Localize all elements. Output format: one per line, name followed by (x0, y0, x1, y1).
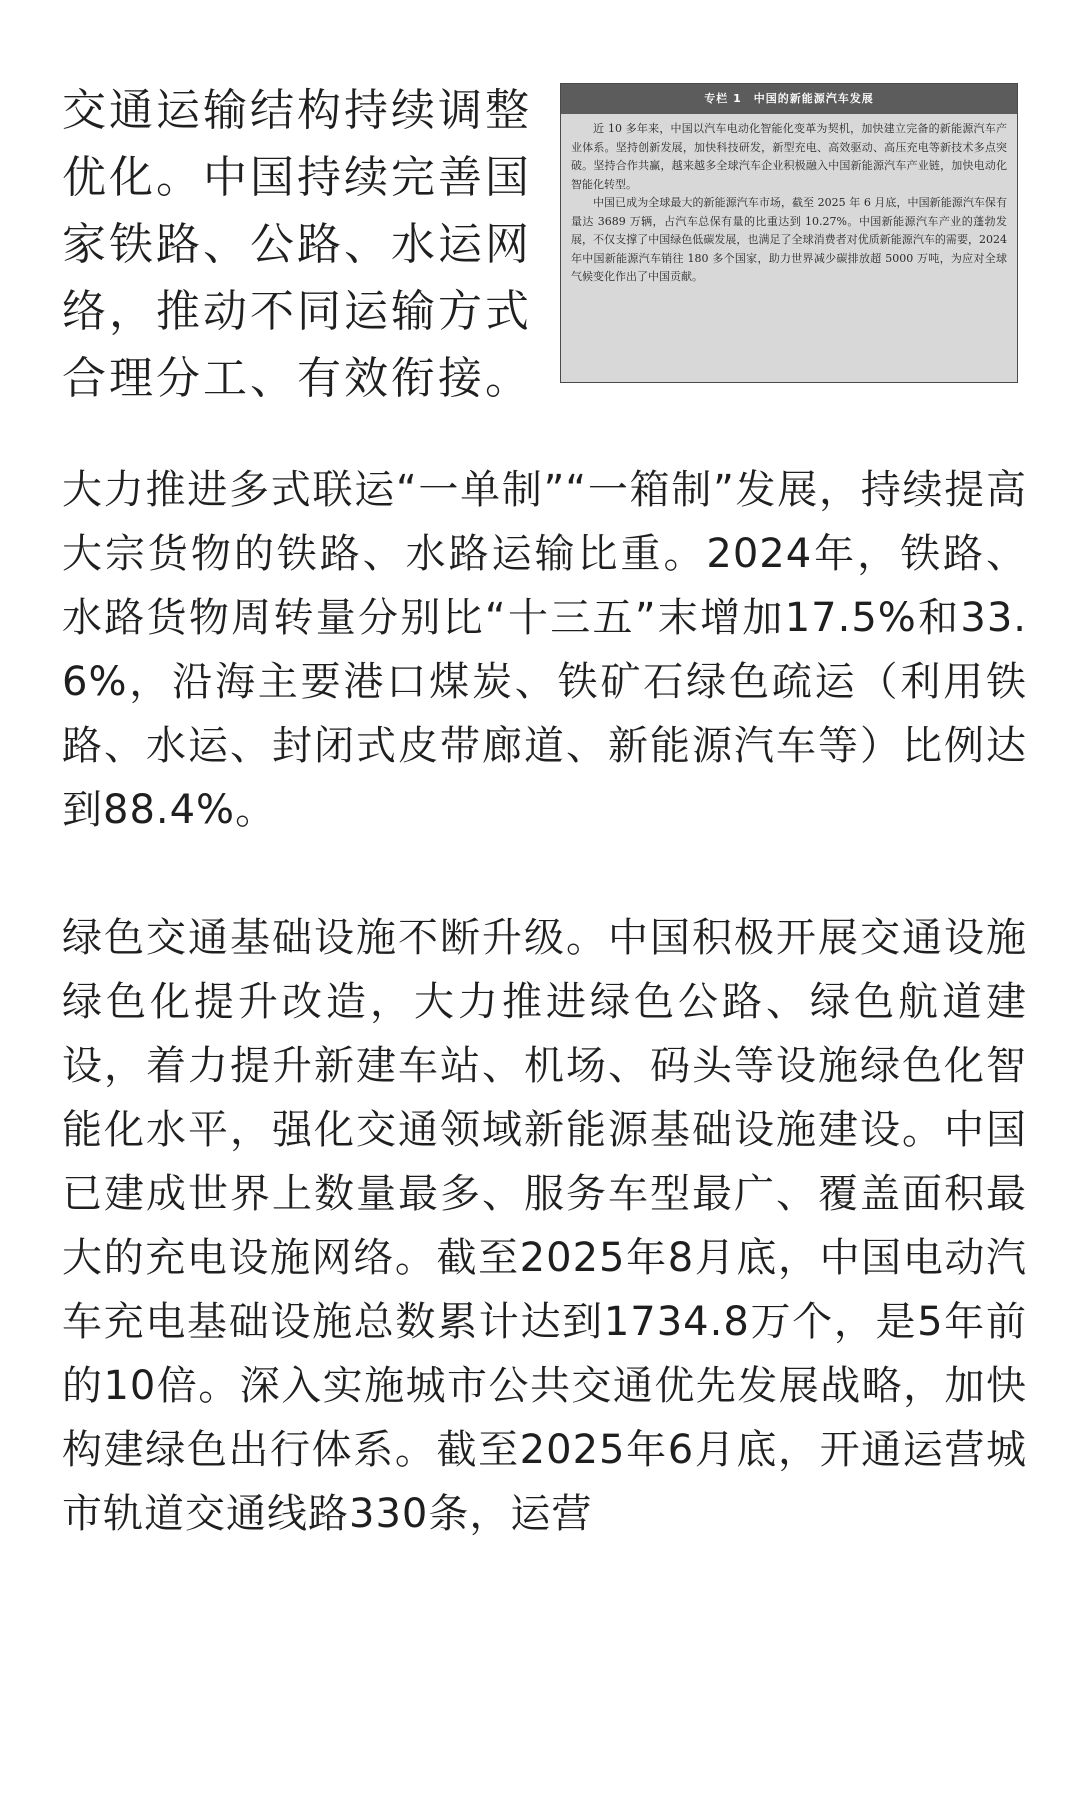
body-paragraph: 大力推进多式联运“一单制”“一箱制”发展，持续提高大宗货物的铁路、水路运输比重。2024年，铁路、水路货物周转量分别比“十三五”末增加17.5%和33.6%，沿海主要港口煤炭、铁矿石绿色疏运（利用铁路、水运、封闭式皮带廊道、新能源汽车等）比例达到88.4%。 (62, 467, 1027, 833)
sidebar-box (560, 83, 1018, 383)
sidebar-paragraph: 中国已成为全球最大的新能源汽车市场，截至 2025 年 6 月底，中国新能源汽车保有量达 3689 万辆，占汽车总保有量的比重达到 10.27%。中国新能源汽车产业的蓬勃发展，不仅支撑了中国绿色低碳发展，也满足了全球消费者对优质新能源汽车的需要，2024 年中国新能源汽车销往 180 多个国家，助力世界减少碳排放超 5000 万吨，为应对全球气候变化作出了中国贡献。 (571, 196, 1007, 283)
intro-paragraph: 交通运输结构持续调整优化。中国持续完善国家铁路、公路、水运网络，推动不同运输方式合理分工、有效衔接。 (62, 85, 532, 404)
body-paragraph: 绿色交通基础设施不断升级。中国积极开展交通设施绿色化提升改造，大力推进绿色公路、绿色航道建设，着力提升新建车站、机场、码头等设施绿色化智能化水平，强化交通领域新能源基础设施建设。中国已建成世界上数量最多、服务车型最广、覆盖面积最大的充电设施网络。截至2025年8月底，中国电动汽车充电基础设施总数累计达到1734.8万个，是5年前的10倍。深入实施城市公共交通优先发展战略，加快构建绿色出行体系。截至2025年6月底，开通运营城市轨道交通线路330条，运营 (62, 915, 1027, 1537)
article-body (62, 458, 1027, 1546)
sidebar-body (561, 114, 1017, 293)
sidebar-heading: 专栏 1 中国的新能源汽车发展 (561, 84, 1017, 114)
sidebar-paragraph: 近 10 多年来，中国以汽车电动化智能化变革为契机，加快建立完备的新能源汽车产业体系。坚持创新发展，加快科技研发，新型充电、高效驱动、高压充电等新技术多点突破。坚持合作共赢，越来越多全球汽车企业积极融入中国新能源汽车产业链，加快电动化智能化转型。 (571, 122, 1007, 191)
